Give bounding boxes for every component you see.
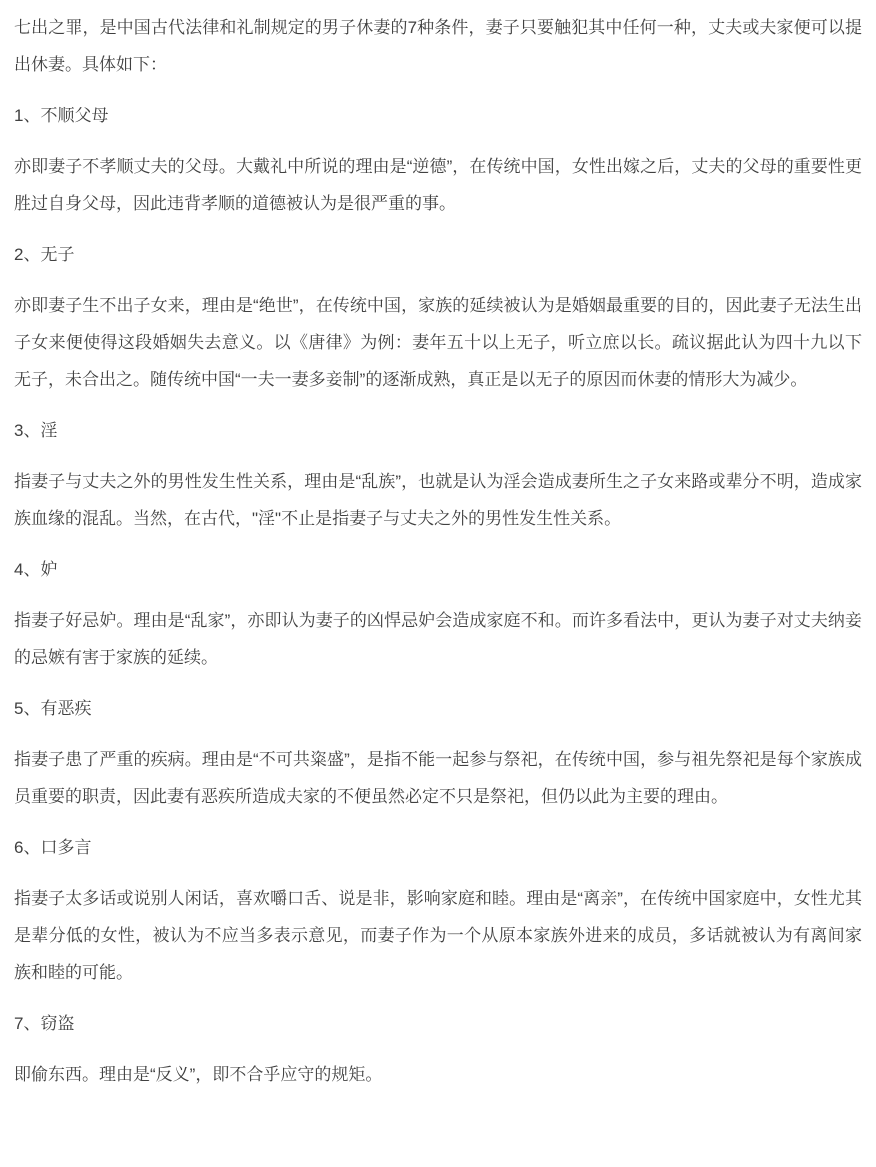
section-5-heading: 5、有恶疾 (14, 699, 92, 718)
section-4-body: 指妻子好忌妒。理由是“乱家”，亦即认为妻子的凶悍忌妒会造成家庭不和。而许多看法中，更认为妻子对丈夫纳妾的忌嫉有害于家族的延续。 (14, 611, 862, 667)
section-6-body: 指妻子太多话或说别人闲话，喜欢嚼口舌、说是非，影响家庭和睦。理由是“离亲”，在传统中国家庭中，女性尤其是辈分低的女性，被认为不应当多表示意见，而妻子作为一个从原本家族外进来的成员，多话就被认为有离间家族和睦的可能。 (14, 889, 862, 982)
intro-paragraph: 七出之罪，是中国古代法律和礼制规定的男子休妻的7种条件，妻子只要触犯其中任何一种，丈夫或夫家便可以提出休妻。具体如下： (14, 18, 862, 74)
section-4-heading: 4、妒 (14, 560, 58, 579)
section-6-heading: 6、口多言 (14, 838, 92, 857)
section-2-body: 亦即妻子生不出子女来，理由是“绝世”，在传统中国，家族的延续被认为是婚姻最重要的目的，因此妻子无法生出子女来便使得这段婚姻失去意义。以《唐律》为例：妻年五十以上无子，听立庶以长。疏议据此认为四十九以下无子，未合出之。随传统中国“一夫一妻多妾制”的逐渐成熟，真正是以无子的原因而休妻的情形大为减少。 (14, 296, 862, 389)
section-7-body: 即偷东西。理由是“反义”，即不合乎应守的规矩。 (14, 1065, 383, 1084)
section-7-heading: 7、窃盗 (14, 1014, 75, 1033)
section-2-heading: 2、无子 (14, 245, 75, 264)
section-1-body: 亦即妻子不孝顺丈夫的父母。大戴礼中所说的理由是“逆德”，在传统中国，女性出嫁之后，丈夫的父母的重要性更胜过自身父母，因此违背孝顺的道德被认为是很严重的事。 (14, 157, 862, 213)
section-3-body: 指妻子与丈夫之外的男性发生性关系，理由是“乱族”，也就是认为淫会造成妻所生之子女来路或辈分不明，造成家族血缘的混乱。当然，在古代，"淫"不止是指妻子与丈夫之外的男性发生性关系。 (14, 472, 862, 528)
section-5-body: 指妻子患了严重的疾病。理由是“不可共粢盛”，是指不能一起参与祭祀，在传统中国，参与祖先祭祀是每个家族成员重要的职责，因此妻有恶疾所造成夫家的不便虽然必定不只是祭祀，但仍以此为主要的理由。 (14, 750, 862, 806)
section-1-heading: 1、不顺父母 (14, 106, 109, 125)
section-3-heading: 3、淫 (14, 421, 58, 440)
